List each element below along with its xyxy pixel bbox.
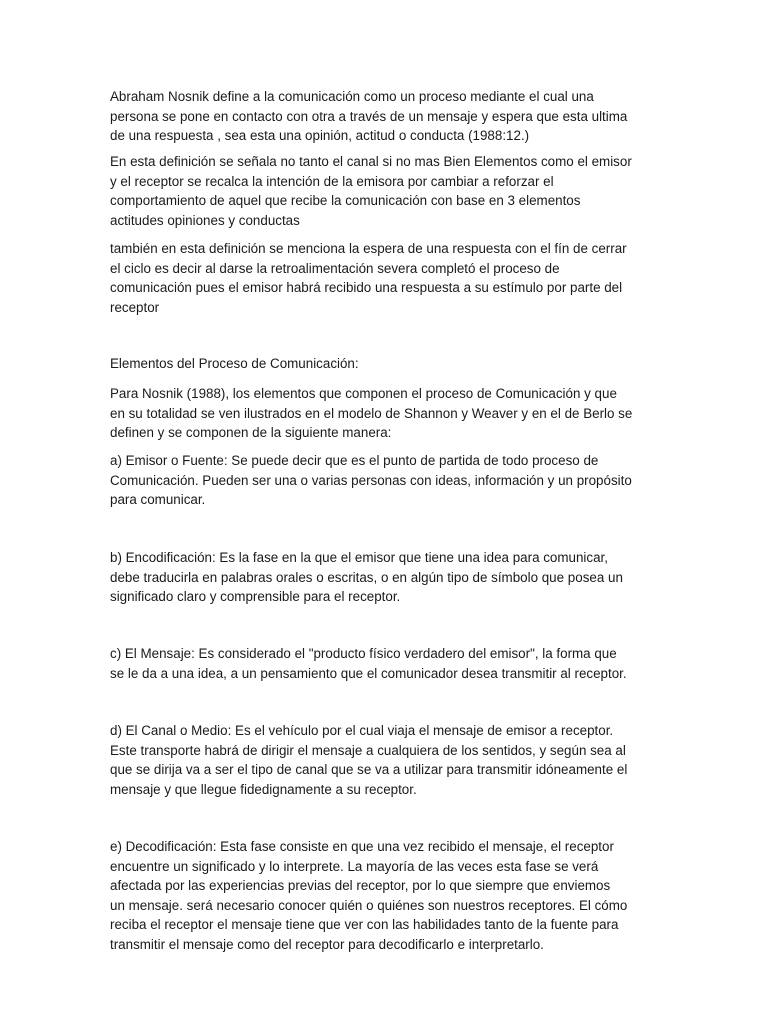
list-item-emisor: a) Emisor o Fuente: Se puede decir que es el punto de partida de todo proceso de Comunicación. Pueden ser una o varias personas con ideas, información y un propósito para comunicar. — [110, 453, 632, 508]
section-heading: Elementos del Proceso de Comunicación: — [110, 356, 359, 371]
list-item-canal: d) El Canal o Medio: Es el vehículo por el cual viaja el mensaje de emisor a receptor. Este transporte habrá de dirigir el mensaje a cualquiera de los sentidos, y según sea al que se dirija va a ser el tipo de canal que se va a utilizar para transmitir idóneamente el mensaje y que llegue fidedignamente a su receptor. — [110, 723, 628, 797]
list-item-decodificacion: e) Decodificación: Esta fase consiste en que una vez recibido el mensaje, el receptor encuentre un significado y lo interprete. La mayoría de las veces esta fase se verá afectada por las experiencias previas del receptor, por lo que siempre que enviemos un mensaje. será necesario conocer quién o quiénes son nuestros receptores. El cómo reciba el receptor el mensaje tiene que ver con las habilidades tanto de la fuente para transmitir el mensaje como del receptor para decodificarlo e interpretarlo. — [110, 839, 628, 952]
paragraph-nosnik-definition: Abraham Nosnik define a la comunicación como un proceso mediante el cual una persona se pone en contacto con otra a través de un mensaje y espera que esta ultima de una respuesta , sea esta una opinión, actitud o conducta (1988:12.) — [110, 89, 628, 144]
list-item-encodificacion: b) Encodificación: Es la fase en la que el emisor que tiene una idea para comunicar, debe traducirla en palabras orales o escritas, o en algún tipo de símbolo que posea un significado claro y comprensible para el receptor. — [110, 550, 623, 605]
paragraph-elements-intro: Para Nosnik (1988), los elementos que componen el proceso de Comunicación y que en su totalidad se ven ilustrados en el modelo de Shannon y Weaver y en el de Berlo se definen y se componen de la siguiente manera: — [110, 386, 633, 441]
paragraph-feedback: también en esta definición se menciona la espera de una respuesta con el fín de cerrar el ciclo es decir al darse la retroalimentación severa completó el proceso de comunicación pues el emisor habrá recibido una respuesta a su estímulo por parte del receptor — [110, 241, 627, 315]
list-item-mensaje: c) El Mensaje: Es considerado el "producto físico verdadero del emisor", la forma que se le da a una idea, a un pensamiento que el comunicador desea transmitir al receptor. — [110, 646, 627, 681]
paragraph-definition-elements: En esta definición se señala no tanto el canal si no mas Bien Elementos como el emisor y el receptor se recalca la intención de la emisora por cambiar a reforzar el comportamiento de aquel que recibe la comunicación con base en 3 elementos actitudes opiniones y conductas — [110, 154, 632, 228]
